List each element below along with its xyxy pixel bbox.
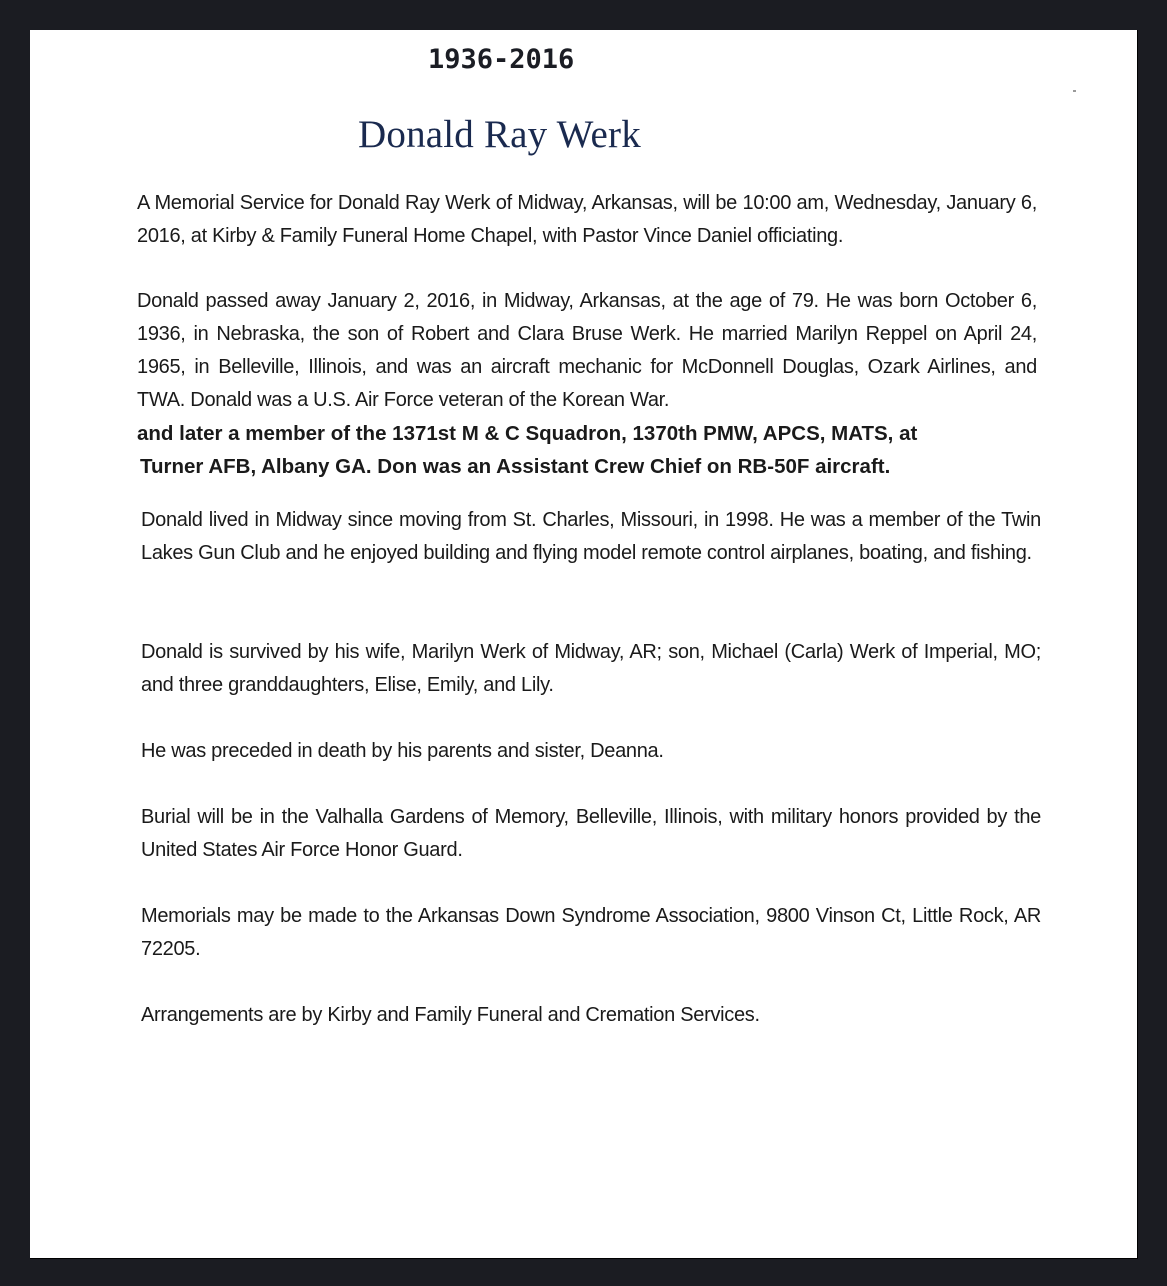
preceded-paragraph: He was preceded in death by his parents and sister, Deanna. (141, 740, 664, 762)
survivors-paragraph: Donald is survived by his wife, Marilyn Werk of Midway, AR; son, Michael (Carla) Werk of Imperial, MO; and three granddaughters, Elise, Emily, and Lily. (141, 641, 1041, 696)
military-addendum-line2 (140, 450, 1037, 483)
military-addendum-crew-chief: Don was an Assistant Crew Chief on RB-50F aircraft. (377, 455, 891, 478)
arrangements-paragraph: Arrangements are by Kirby and Family Funeral and Cremation Services. (141, 1004, 760, 1026)
stray-mark (1073, 90, 1076, 92)
obituary-page (30, 30, 1138, 1259)
military-addendum-paragraph (137, 417, 1037, 483)
military-addendum-base: Turner AFB, Albany GA. (140, 455, 372, 478)
memorials-paragraph: Memorials may be made to the Arkansas Down Syndrome Association, 9800 Vinson Ct, Little Rock, AR 72205. (141, 905, 1041, 960)
residence-paragraph: Donald lived in Midway since moving from St. Charles, Missouri, in 1998. He was a member of the Twin Lakes Gun Club and he enjoyed building and flying model remote control airplanes, boating, and fishing. (141, 509, 1041, 564)
service-paragraph: A Memorial Service for Donald Ray Werk of Midway, Arkansas, will be 10:00 am, Wednesday, January 6, 2016, at Kirby & Family Funeral Home Chapel, with Pastor Vince Daniel officiating. (137, 192, 1037, 247)
deceased-name-heading: Donald Ray Werk (358, 113, 641, 156)
life-years: 1936-2016 (428, 44, 575, 75)
burial-paragraph: Burial will be in the Valhalla Gardens of Memory, Belleville, Illinois, with military honors provided by the United States Air Force Honor Guard. (141, 806, 1041, 861)
military-addendum-line1: and later a member of the 1371st M & C Squadron, 1370th PMW, APCS, MATS, at (137, 422, 918, 445)
biography-paragraph: Donald passed away January 2, 2016, in Midway, Arkansas, at the age of 79. He was born October 6, 1936, in Nebraska, the son of Robert and Clara Bruse Werk. He married Marilyn Reppel on April 24, 1965, in Belleville, Illinois, and was an aircraft mechanic for McDonnell Douglas, Ozark Airlines, and TWA. Donald was a U.S. Air Force veteran of the Korean War. (137, 290, 1037, 411)
